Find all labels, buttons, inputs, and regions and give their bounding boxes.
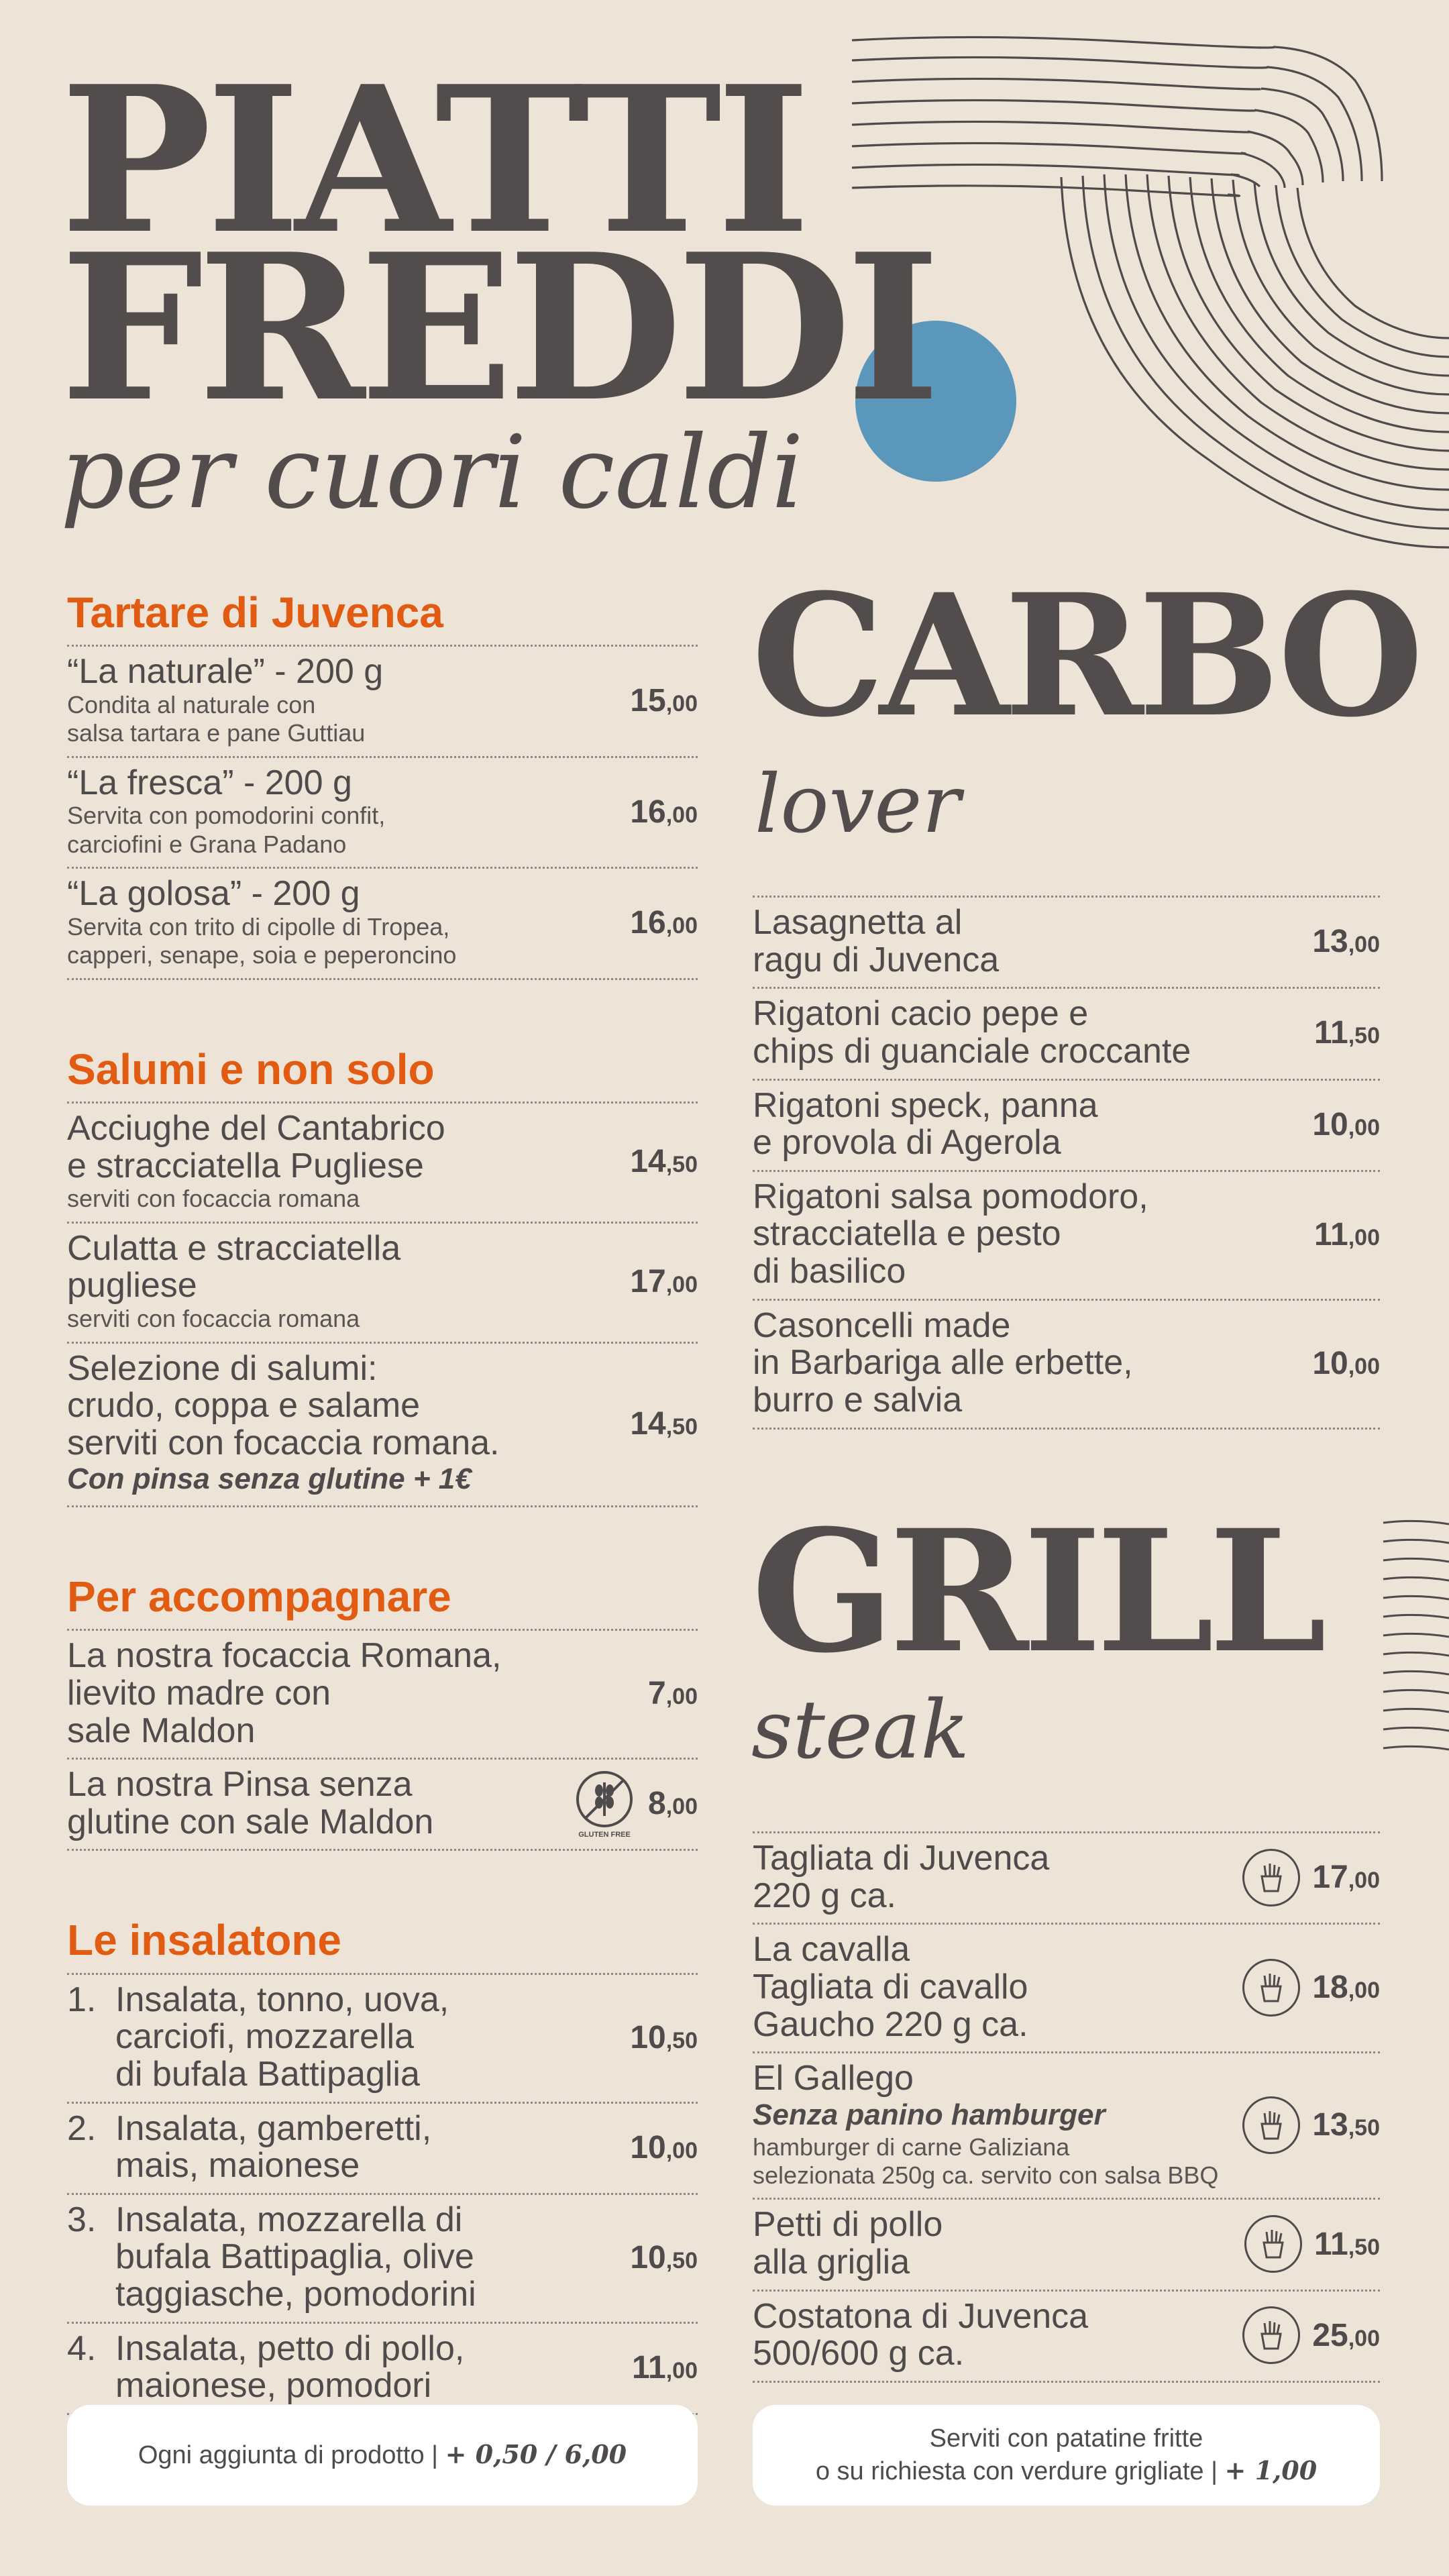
menu-item [67, 756, 698, 867]
item-price: 11,00 [631, 2349, 698, 2385]
note-box-sides [753, 2405, 1380, 2506]
item-price: 11,50 [1313, 1015, 1380, 1051]
fries-icon [1242, 2096, 1300, 2154]
item-desc: salsa tartara e pane Guttiau [67, 719, 366, 747]
item-name: Tagliata di Juvenca [753, 1839, 1050, 1878]
item-name: La cavalla [753, 1930, 910, 1970]
grill-title: GRILL [751, 1493, 1322, 1690]
section-salumi [67, 1044, 698, 1507]
item-name: “La golosa” - 200 g [67, 874, 360, 914]
header-title-line2: FREDDI [60, 209, 935, 446]
item-name: serviti con focaccia romana. [67, 1423, 500, 1462]
note-price: + 0,50 / 6,00 [445, 2439, 627, 2470]
item-name: El Gallego [753, 2059, 914, 2098]
item-price: 8,00 [648, 1786, 698, 1822]
item-name: burro e salvia [753, 1380, 963, 1419]
item-desc: Servita con pomodorini confit, [67, 802, 386, 830]
menu-item [67, 2322, 698, 2415]
carbo-list [753, 896, 1380, 1430]
item-price: 18,00 [1312, 1970, 1380, 2006]
item-name: 220 g ca. [753, 1876, 896, 1915]
menu-item [753, 2051, 1380, 2198]
item-name: Tagliata di cavallo [753, 1967, 1028, 2006]
item-name: di basilico [753, 1252, 906, 1291]
section-accompagnare [67, 1574, 698, 1851]
item-name: Insalata, mozzarella di [115, 2200, 463, 2239]
insalatone-list [67, 1973, 698, 2415]
item-name: maionese, pomodori [115, 2366, 432, 2406]
menu-item [67, 1629, 698, 1758]
menu-item [67, 867, 698, 980]
item-name: La nostra Pinsa senza [67, 1765, 413, 1805]
fries-icon [1242, 2306, 1300, 2364]
item-name: Insalata, tonno, uova, [115, 1980, 449, 2019]
item-name: pugliese [67, 1266, 197, 1305]
menu-item [67, 1102, 698, 1222]
item-name: taggiasche, pomodorini [115, 2275, 476, 2314]
fries-icon [1242, 1849, 1300, 1907]
item-note: Con pinsa senza glutine + 1€ [67, 1462, 472, 1496]
item-name: Gaucho 220 g ca. [753, 2004, 1028, 2044]
item-number: 3. [67, 2200, 97, 2239]
item-name: Acciughe del Cantabrico [67, 1109, 445, 1148]
item-note: Senza panino hamburger [753, 2098, 1106, 2131]
item-name: Rigatoni speck, panna [753, 1085, 1098, 1125]
item-name: sale Maldon [67, 1711, 256, 1750]
item-price: 10,50 [630, 2019, 698, 2055]
item-name: Rigatoni cacio pepe e [753, 994, 1089, 1034]
item-price: 10,50 [630, 2239, 698, 2275]
note-box-additions [67, 2405, 698, 2506]
item-price: 15,00 [630, 682, 698, 718]
note-text: o su richiesta con verdure grigliate | [815, 2457, 1225, 2485]
item-name: Selezione di salumi: [67, 1348, 378, 1388]
menu-item [753, 2198, 1380, 2289]
carbo-subtitle: lover [755, 758, 961, 851]
item-name: di bufala Battipaglia [115, 2054, 420, 2094]
gluten-free-icon [574, 1769, 635, 1829]
gluten-free-label: GLUTEN FREE [578, 1830, 631, 1839]
section-tartare [67, 590, 698, 980]
item-number: 4. [67, 2328, 97, 2368]
item-price: 11,50 [1313, 2226, 1380, 2262]
item-name: “La fresca” - 200 g [67, 763, 352, 802]
accompagnare-list [67, 1629, 698, 1851]
item-price: 25,00 [1312, 2317, 1380, 2353]
item-desc: serviti con focaccia romana [67, 1185, 360, 1213]
fries-icon [1242, 1959, 1300, 2017]
carbo-title: CARBO [751, 557, 1419, 754]
item-name: Rigatoni salsa pomodoro, [753, 1177, 1148, 1216]
item-price: 16,00 [630, 794, 698, 830]
item-name: Costatona di Juvenca [753, 2296, 1089, 2336]
item-name: Insalata, petto di pollo, [115, 2328, 465, 2368]
menu-item [67, 645, 698, 756]
grill-subtitle: steak [751, 1684, 970, 1777]
item-desc: selezionata 250g ca. servito con salsa BBQ [753, 2161, 1219, 2190]
item-price: 13,00 [1312, 924, 1380, 960]
item-name: glutine con sale Maldon [67, 1802, 434, 1841]
menu-item [753, 1831, 1380, 1923]
menu-item [67, 2102, 698, 2193]
item-name: alla griglia [753, 2243, 910, 2282]
item-name: crudo, coppa e salame [67, 1386, 421, 1426]
item-name: chips di guanciale croccante [753, 1031, 1191, 1071]
item-price: 10,00 [1312, 1345, 1380, 1381]
section-title-salumi: Salumi e non solo [67, 1044, 435, 1093]
item-name: “La naturale” - 200 g [67, 652, 384, 692]
item-desc: capperi, senape, soia e peperoncino [67, 941, 457, 969]
item-price: 10,00 [1312, 1106, 1380, 1142]
item-price: 14,50 [630, 1405, 698, 1442]
item-number: 2. [67, 2108, 97, 2148]
note-price: + 1,00 [1224, 2455, 1318, 2485]
menu-item [753, 2290, 1380, 2383]
item-name: Casoncelli made [753, 1305, 1011, 1345]
item-name: Lasagnetta al [753, 903, 963, 942]
item-name: mais, maionese [115, 2146, 360, 2186]
menu-item [753, 1170, 1380, 1299]
left-column [67, 590, 698, 2415]
item-name: lievito madre con [67, 1673, 331, 1713]
item-price: 10,00 [630, 2129, 698, 2165]
menu-item [753, 1299, 1380, 1430]
item-number: 1. [67, 1980, 97, 2019]
item-name: e provola di Agerola [753, 1123, 1061, 1163]
menu-item [67, 1758, 698, 1851]
menu-item [67, 1342, 698, 1508]
item-name: in Barbariga alle erbette, [753, 1343, 1133, 1383]
item-name: Culatta e stracciatella [67, 1228, 401, 1268]
item-desc: serviti con focaccia romana [67, 1305, 360, 1333]
menu-item [753, 896, 1380, 987]
section-title-insalatone: Le insalatone [67, 1916, 341, 1965]
menu-item [67, 1222, 698, 1342]
item-price: 14,50 [630, 1144, 698, 1180]
menu-item [67, 1973, 698, 2102]
item-desc: Servita con trito di cipolle di Tropea, [67, 912, 450, 941]
tartare-list [67, 645, 698, 980]
item-price: 7,00 [648, 1676, 698, 1712]
fries-icon [1244, 2215, 1302, 2273]
item-name: Petti di pollo [753, 2205, 943, 2245]
item-name: carciofi, mozzarella [115, 2017, 415, 2057]
item-price: 11,00 [1313, 1216, 1380, 1252]
header-title-line1: PIATTI [60, 42, 806, 278]
section-title-accompagnare: Per accompagnare [67, 1572, 451, 1621]
item-name: e stracciatella Pugliese [67, 1146, 424, 1185]
salumi-list [67, 1102, 698, 1507]
item-price: 17,00 [1312, 1860, 1380, 1896]
note-text: Ogni aggiunta di prodotto | [138, 2441, 445, 2470]
item-price: 17,00 [630, 1264, 698, 1300]
item-name: bufala Battipaglia, olive [115, 2237, 474, 2277]
menu-item [753, 1079, 1380, 1170]
item-desc: Condita al naturale con [67, 690, 316, 718]
menu-item [67, 2193, 698, 2322]
item-price: 13,50 [1312, 2107, 1380, 2143]
decorative-grill-lines [1382, 1516, 1449, 1771]
grill-list [753, 1831, 1380, 2383]
item-name: 500/600 g ca. [753, 2334, 965, 2373]
menu-item [753, 1923, 1380, 2051]
item-name: La nostra focaccia Romana, [67, 1636, 502, 1676]
section-insalatone [67, 1918, 698, 2414]
decorative-wave-lines [845, 27, 1449, 590]
note-text: Serviti con patatine fritte [929, 2424, 1203, 2453]
item-name: ragu di Juvenca [753, 940, 1000, 979]
item-name: Insalata, gamberetti, [115, 2108, 432, 2148]
item-price: 16,00 [630, 905, 698, 941]
header-subtitle: per cuori caldi [60, 415, 804, 531]
item-desc: hamburger di carne Galiziana [753, 2133, 1070, 2161]
item-name: stracciatella e pesto [753, 1214, 1061, 1254]
item-desc: carciofini e Grana Padano [67, 830, 347, 858]
menu-item [753, 987, 1380, 1078]
gluten-free-badge [574, 1769, 635, 1839]
section-title-tartare: Tartare di Juvenca [67, 588, 443, 637]
